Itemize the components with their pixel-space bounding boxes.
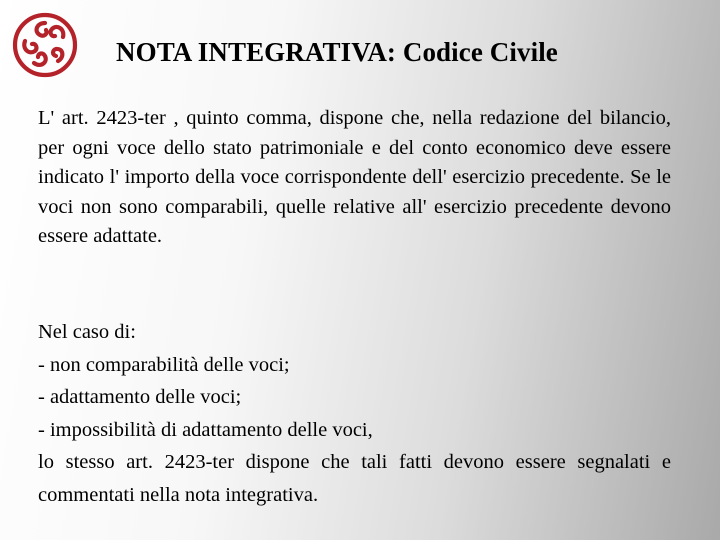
list-intro: Nel caso di: [38, 321, 136, 343]
list-item: - impossibilità di adattamento delle voci, [38, 418, 373, 441]
intro-paragraph: L' art. 2423-ter , quinto comma, dispone che, nella redazione del bilancio, per ogni voce dello stato patrimoniale e del conto economico deve essere indicato l' importo della voce corrispondente dell' esercizio precedente. Se le voci non sono comparabili, quelle relative all' esercizio precedente devono essere adattate. [38, 107, 671, 247]
list-item: - non comparabilità delle voci; [38, 353, 290, 376]
list-item: - adattamento delle voci; [38, 386, 242, 408]
conclusion-text: lo stesso art. 2423-ter dispone che tali fatti devono essere segnalati e commentati nella nota integrativa. [38, 451, 671, 506]
ornamental-seal-icon [10, 10, 80, 80]
slide-title: NOTA INTEGRATIVA: Codice Civile [116, 37, 558, 67]
cases-list [38, 316, 671, 511]
